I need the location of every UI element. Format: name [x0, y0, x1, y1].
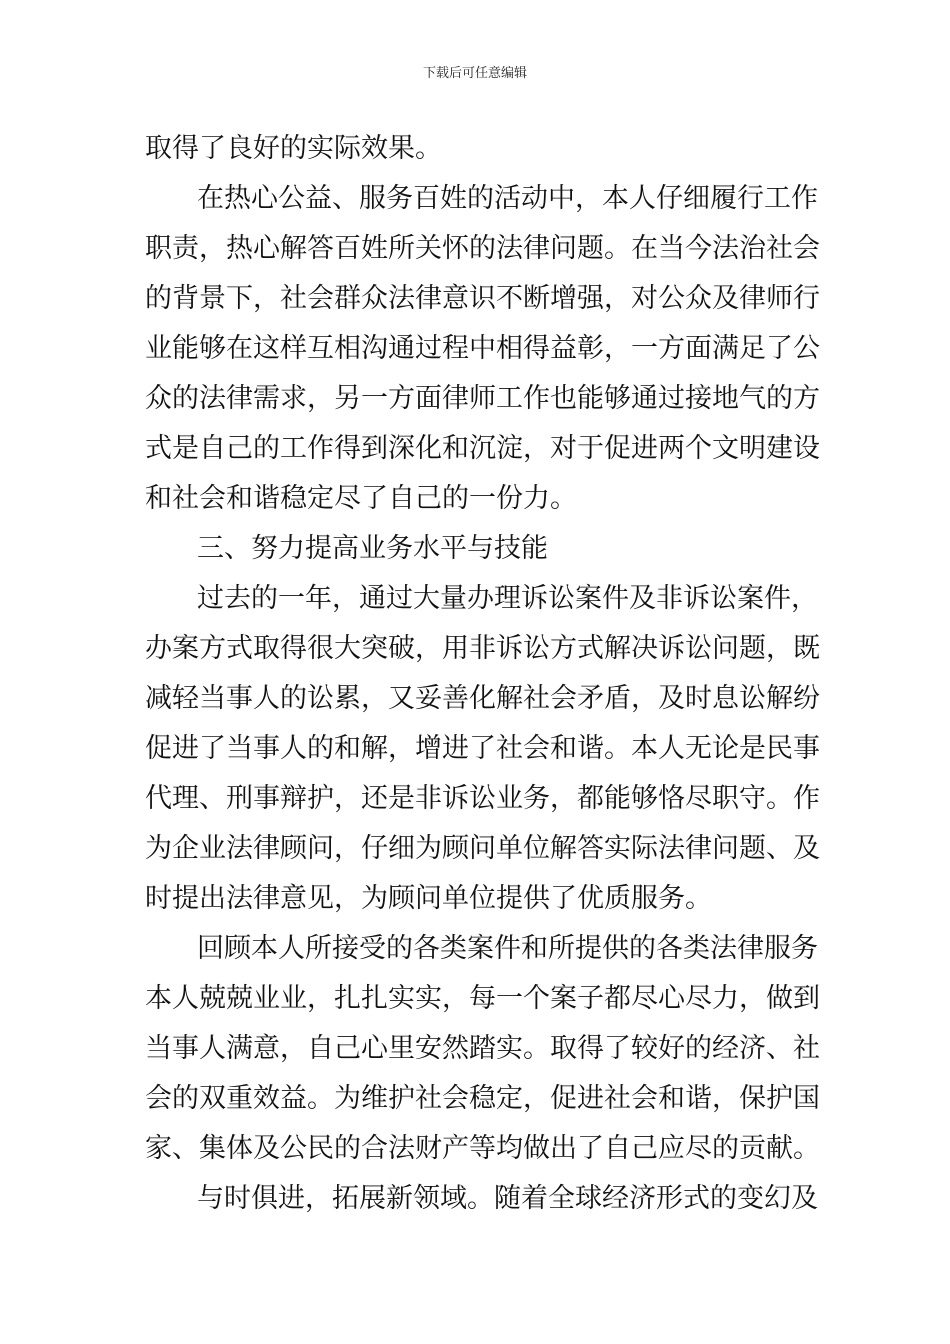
text-line: 的背景下，社会群众法律意识不断增强，对公众及律师行: [145, 283, 820, 314]
text-line: 为企业法律顾问，仔细为顾问单位解答实际法律问题、及: [145, 833, 820, 864]
text-line: 促进了当事人的和解，增进了社会和谐。本人无论是民事: [145, 733, 820, 764]
paragraph-first-line: 回顾本人所接受的各类案件和所提供的各类法律服务: [197, 933, 818, 964]
text-line: 式是自己的工作得到深化和沉淀，对于促进两个文明建设: [145, 433, 820, 464]
text-line: 职责，热心解答百姓所关怀的法律问题。在当今法治社会: [145, 233, 820, 264]
text-line: 当事人满意，自己心里安然踏实。取得了较好的经济、社: [145, 1033, 820, 1064]
text-line: 代理、刑事辩护，还是非诉讼业务，都能够恪尽职守。作: [145, 783, 820, 814]
section-heading: 三、努力提高业务水平与技能: [197, 533, 548, 564]
text-line: 和社会和谐稳定尽了自己的一份力。: [145, 483, 577, 514]
paragraph-first-line: 在热心公益、服务百姓的活动中，本人仔细履行工作: [197, 183, 818, 214]
text-line: 业能够在这样互相沟通过程中相得益彰，一方面满足了公: [145, 333, 820, 364]
text-line: 减轻当事人的讼累，又妥善化解社会矛盾，及时息讼解纷: [145, 683, 820, 714]
text-line: 本人兢兢业业，扎扎实实，每一个案子都尽心尽力，做到: [145, 983, 820, 1014]
text-line: 会的双重效益。为维护社会稳定，促进社会和谐，保护国: [145, 1083, 820, 1114]
text-line: 众的法律需求，另一方面律师工作也能够通过接地气的方: [145, 383, 820, 414]
text-line: 取得了良好的实际效果。: [145, 133, 442, 164]
text-line: 家、集体及公民的合法财产等均做出了自己应尽的贡献。: [145, 1133, 820, 1164]
paragraph-first-line: 过去的一年，通过大量办理诉讼案件及非诉讼案件，: [197, 583, 818, 614]
text-line: 时提出法律意见，为顾问单位提供了优质服务。: [145, 883, 712, 914]
page-header: 下载后可任意编辑: [422, 66, 527, 81]
paragraph-first-line: 与时俱进，拓展新领域。随着全球经济形式的变幻及: [197, 1183, 818, 1214]
text-line: 办案方式取得很大突破，用非诉讼方式解决诉讼问题，既: [145, 633, 820, 664]
